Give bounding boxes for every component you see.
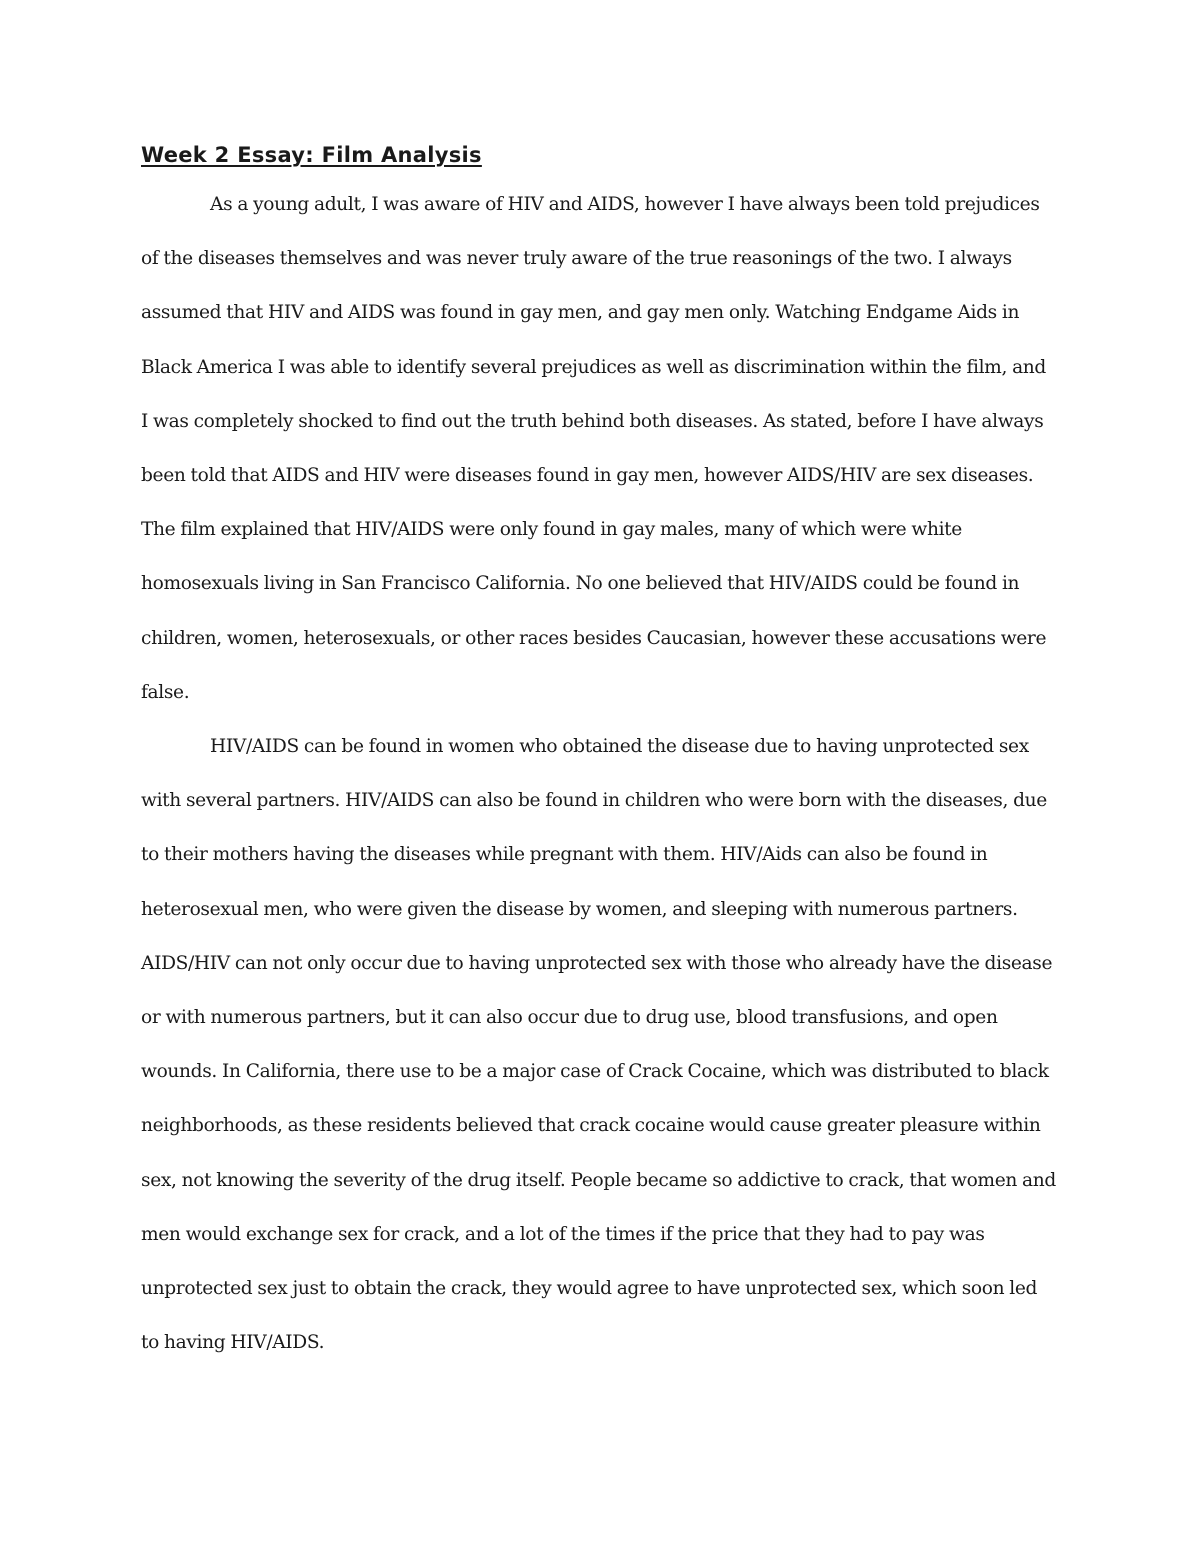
document-body: [141, 138, 1056, 1370]
paragraph-1: As a young adult, I was aware of HIV and AIDS, however I have always been told prejudices of the diseases themselves and was never truly aware of the true reasonings of the two. I always assumed that HIV and AIDS was found in gay men, and gay men only. Watching Endgame Aids in Black America I was able to identify several prejudices as well as discrimination within the film, and I was completely shocked to find out the truth behind both diseases. As stated, before I have always been told that AIDS and HIV were diseases found in gay men, however AIDS/HIV are sex diseases. The film explained that HIV/AIDS were only found in gay males, many of which were white homosexuals living in San Francisco California. No one believed that HIV/AIDS could be found in children, women, heterosexuals, or other races besides Caucasian, however these accusations were false.: [141, 194, 1047, 703]
essay-title: Week 2 Essay: Film Analysis: [141, 143, 482, 167]
paragraph-2: HIV/AIDS can be found in women who obtained the disease due to having unprotected sex with several partners. HIV/AIDS can also be found in children who were born with the diseases, due to their mothers having the diseases while pregnant with them. HIV/Aids can also be found in heterosexual men, who were given the disease by women, and sleeping with numerous partners. AIDS/HIV can not only occur due to having unprotected sex with those who already have the disease or with numerous partners, but it can also occur due to drug use, blood transfusions, and open wounds. In California, there use to be a major case of Crack Cocaine, which was distributed to black neighborhoods, as these residents believed that crack cocaine would cause greater pleasure within sex, not knowing the severity of the drug itself. People became so addictive to crack, that women and men would exchange sex for crack, and a lot of the times if the price that they had to pay was unprotected sex just to obtain the crack, they would agree to have unprotected sex, which soon led to having HIV/AIDS.: [141, 736, 1056, 1354]
